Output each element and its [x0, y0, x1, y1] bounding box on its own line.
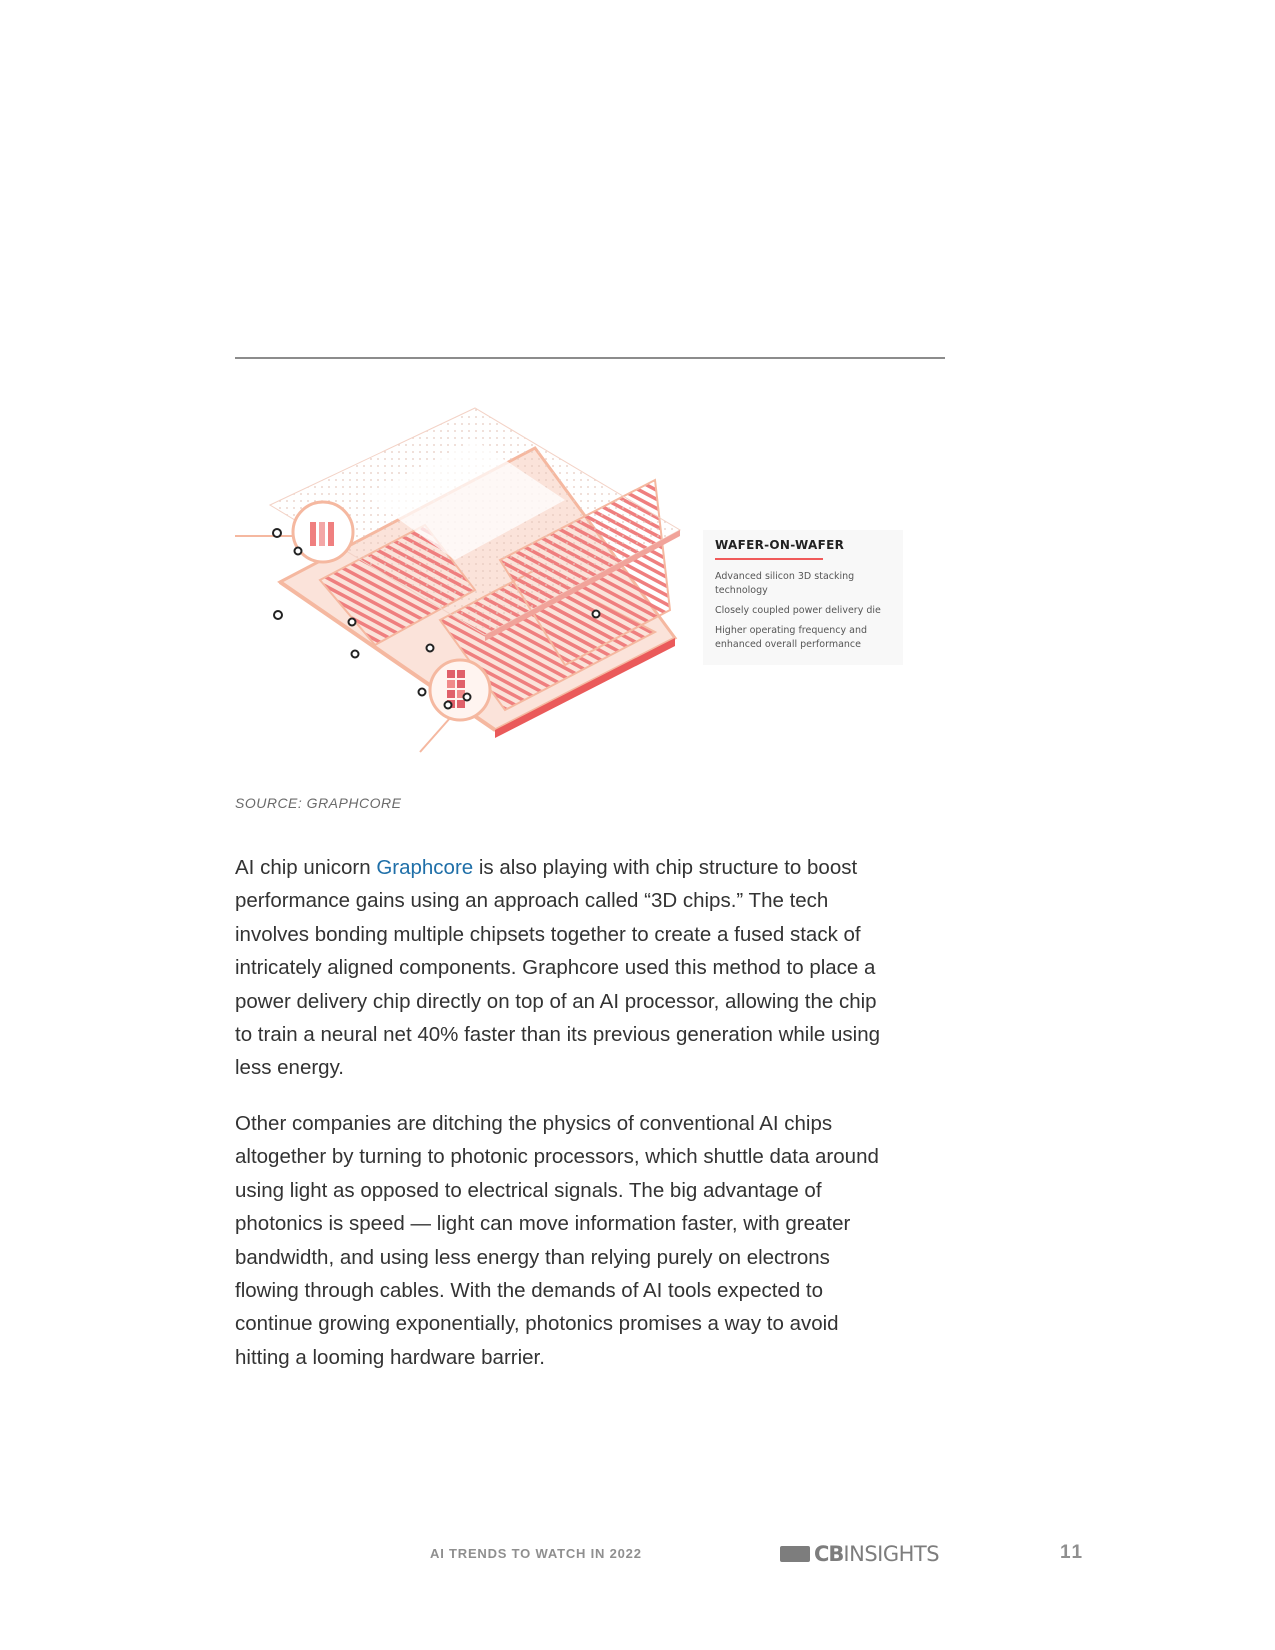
magnifier-bottom: [430, 660, 490, 720]
legend-item: Advanced silicon 3D stacking technology: [715, 571, 855, 596]
legend-item: Closely coupled power delivery die: [715, 605, 881, 616]
logo-cb-text: CB: [814, 1542, 844, 1566]
legend-underline: [715, 558, 823, 560]
legend-title: WAFER-ON-WAFER: [715, 538, 845, 552]
figure-legend: [703, 530, 903, 665]
p1-text-before-link: AI chip unicorn: [235, 856, 377, 879]
legend-item: Higher operating frequency and enhanced overall performance: [715, 625, 867, 650]
p1-text-after-link: is also playing with chip structure to boost performance gains using an approach called “3D chips.” The tech involves bonding multiple chipsets together to create a fused stack of intricately aligned components. Graphcore used this method to place a power delivery chip directly on top of an AI processor, allowing the chip to train a neural net 40% faster than its previous generation while using less energy.: [235, 856, 880, 1080]
section-divider: [235, 357, 945, 359]
body-paragraph-1: [235, 851, 895, 1085]
figure-source: SOURCE: GRAPHCORE: [235, 795, 402, 811]
logo-insights-text: INSIGHTS: [843, 1542, 940, 1566]
footer-report-title: AI TRENDS TO WATCH IN 2022: [430, 1546, 642, 1561]
page-number: 11: [1060, 1542, 1085, 1563]
graphcore-link[interactable]: Graphcore: [376, 856, 474, 879]
body-paragraph-2: Other companies are ditching the physics of conventional AI chips altogether by turning to photonic processors, which shuttle data around using light as opposed to electrical signals. The big advantage of photonics is speed — light can move information faster, with greater bandwidth, and using less energy than relying purely on electrons flowing through cables. With the demands of AI tools expected to continue growing exponentially, photonics promises a way to avoid hitting a looming hardware barrier.: [235, 1112, 879, 1369]
cb-insights-logo: [780, 1541, 939, 1567]
wafer-on-wafer-illustration: [235, 400, 935, 790]
cb-insights-logo-icon: [780, 1546, 810, 1562]
